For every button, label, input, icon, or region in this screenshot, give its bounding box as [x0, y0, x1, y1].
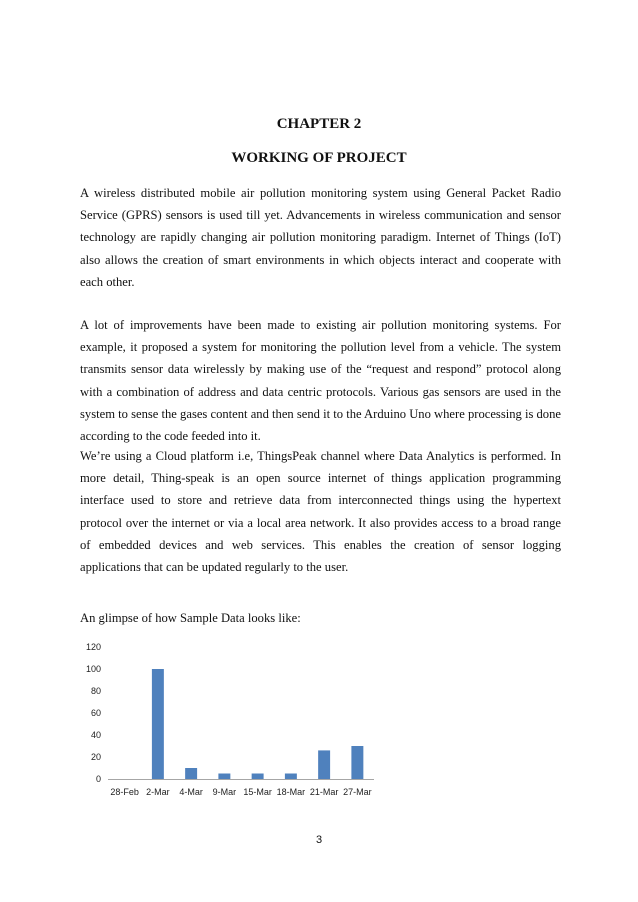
paragraph-2: A lot of improvements have been made to existing air pollution monitoring systems. For example, it proposed a system for monitoring the pollution level from a vehicle. The system transmits sensor data wirelessly by making use of the “request and respond” protocol along with a combination of address and data centric protocols. Various gas sensors are used in the system to sense the gases content and then send it to the Arduino Uno where processing is done according to the code feeded into it. [80, 318, 561, 444]
x-tick-label: 9-Mar [212, 787, 237, 797]
x-tick-label: 18-Mar [276, 787, 306, 797]
paragraph-1: A wireless distributed mobile air pollution monitoring system using General Packet Radio Service (GPRS) sensors is used till yet. Advancements in wireless communication and sensor technology are rapidly changing air pollution monitoring paradigm. Internet of Things (IoT) also allows the creation of smart environments in which objects interact and cooperate with each other. [80, 186, 561, 289]
x-tick-label: 15-Mar [243, 787, 272, 797]
chapter-heading: CHAPTER 2 [276, 116, 362, 132]
x-tick-label: 27-Mar [343, 787, 372, 797]
bar [351, 746, 363, 779]
y-tick-label: 100 [85, 664, 101, 674]
bar [252, 774, 264, 780]
sample-data-bar-chart [74, 638, 384, 802]
y-tick-label: 40 [90, 730, 101, 740]
x-tick-label: 21-Mar [309, 787, 339, 797]
section-title: WORKING OF PROJECT [231, 150, 407, 166]
x-tick-label: 28-Feb [110, 787, 139, 797]
y-tick-label: 20 [90, 752, 101, 762]
y-tick-label: 80 [90, 686, 101, 696]
y-tick-label: 0 [95, 774, 101, 784]
bar [152, 669, 164, 779]
chart-caption: An glimpse of how Sample Data looks like: [80, 611, 301, 625]
paragraph-3: We’re using a Cloud platform i.e, ThingsPeak channel where Data Analytics is performed. In more detail, Thing-speak is an open source internet of things application programming interface used to store and retrieve data from interconnected things using the hypertext protocol over the internet or via a local area network. It also provides access to a broad range of embedded devices and web services. This enables the creation of sensor logging applications that can be updated regularly to the user. [80, 449, 561, 575]
y-tick-label: 120 [85, 642, 101, 652]
x-tick-label: 4-Mar [179, 787, 203, 797]
bar [318, 750, 330, 779]
bar [185, 768, 197, 779]
y-tick-label: 60 [90, 708, 101, 718]
x-tick-label: 2-Mar [146, 787, 170, 797]
page-number: 3 [315, 834, 323, 846]
bar [285, 774, 297, 780]
bar [218, 774, 230, 780]
